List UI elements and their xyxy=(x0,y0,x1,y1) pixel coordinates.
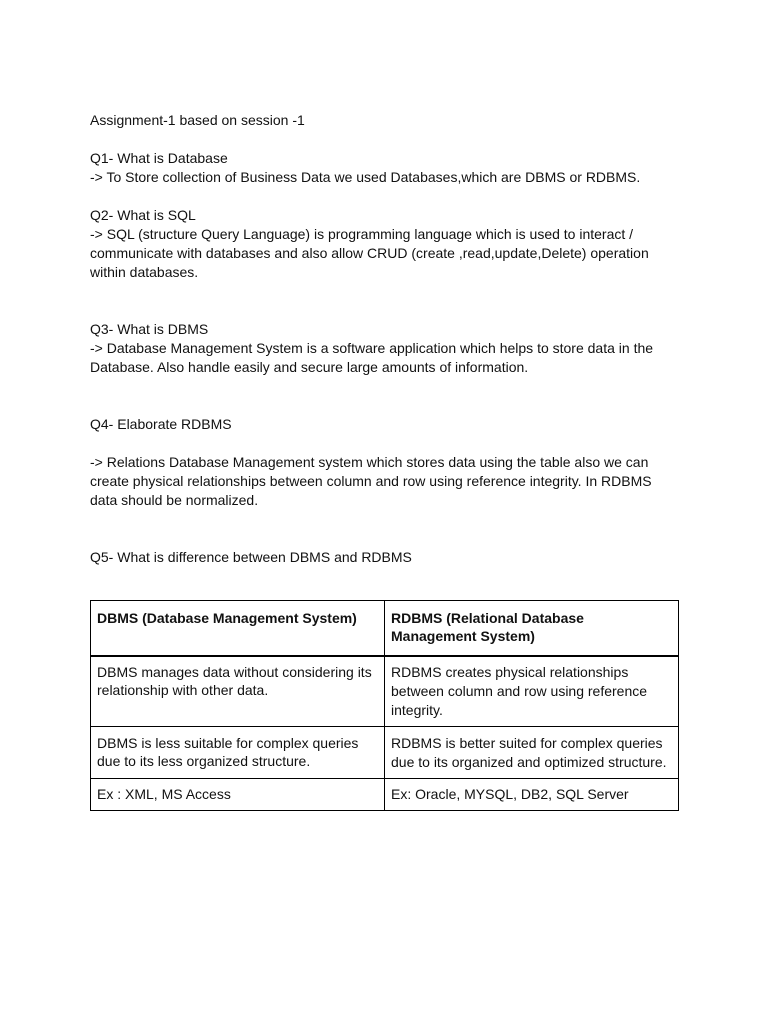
cell-text-line: RDBMS creates physical relationships xyxy=(391,664,629,680)
cell-dbms xyxy=(91,727,385,779)
q4-answer-line: data should be normalized. xyxy=(90,492,259,508)
table-row xyxy=(91,727,679,779)
cell-text-line: between column and row using reference xyxy=(391,683,648,699)
header-rdbms-label-line: RDBMS (Relational Database Management xyxy=(391,610,584,644)
header-rdbms xyxy=(385,601,679,657)
q4-answer-line: create physical relationships between column and row using reference integrity. In RDBMS xyxy=(90,473,652,489)
cell-text-line: integrity. xyxy=(391,702,443,718)
cell-text-line: RDBMS is better suited for complex queries xyxy=(391,735,663,751)
q1-answer: -> To Store collection of Business Data we used Databases,which are DBMS or RDBMS. xyxy=(90,169,641,185)
cell-rdbms xyxy=(385,727,679,779)
cell-text-line: DBMS manages data without considering its xyxy=(97,664,372,680)
cell-text-line: DBMS is less suitable for complex queries xyxy=(97,735,359,751)
q1-question: Q1- What is Database xyxy=(90,150,228,166)
cell-text-line: Ex : XML, MS Access xyxy=(97,786,231,802)
cell-dbms xyxy=(91,656,385,727)
q5-question: Q5- What is difference between DBMS and RDBMS xyxy=(90,549,412,565)
table-row xyxy=(91,779,679,811)
q4-question: Q4- Elaborate RDBMS xyxy=(90,416,232,432)
cell-text-line: Ex: Oracle, MYSQL, DB2, SQL Server xyxy=(391,786,629,802)
comparison-table xyxy=(90,600,679,811)
header-rdbms-label-line: System) xyxy=(480,628,535,644)
cell-text-line: due to its less organized structure. xyxy=(97,753,311,769)
table-row xyxy=(91,656,679,727)
cell-dbms xyxy=(91,779,385,811)
q3-answer-line: -> Database Management System is a software application which helps to store data in the xyxy=(90,340,654,356)
document-body xyxy=(90,111,690,567)
q2-answer-line: within databases. xyxy=(90,264,199,280)
table-header-row xyxy=(91,601,679,657)
document-title: Assignment-1 based on session -1 xyxy=(90,112,305,128)
q2-question: Q2- What is SQL xyxy=(90,207,196,223)
cell-text-line: relationship with other data. xyxy=(97,682,269,698)
cell-rdbms xyxy=(385,656,679,727)
q2-answer-line: -> SQL (structure Query Language) is programming language which is used to interact / xyxy=(90,226,634,242)
q4-answer-line: -> Relations Database Management system which stores data using the table also we can xyxy=(90,454,649,470)
q3-answer-line: Database. Also handle easily and secure large amounts of information. xyxy=(90,359,529,375)
header-dbms-label: DBMS (Database Management System) xyxy=(97,610,357,626)
cell-rdbms xyxy=(385,779,679,811)
q2-answer-line: communicate with databases and also allow CRUD (create ,read,update,Delete) operation xyxy=(90,245,649,261)
cell-text-line: due to its organized and optimized structure. xyxy=(391,754,667,770)
header-dbms xyxy=(91,601,385,657)
q3-question: Q3- What is DBMS xyxy=(90,321,209,337)
